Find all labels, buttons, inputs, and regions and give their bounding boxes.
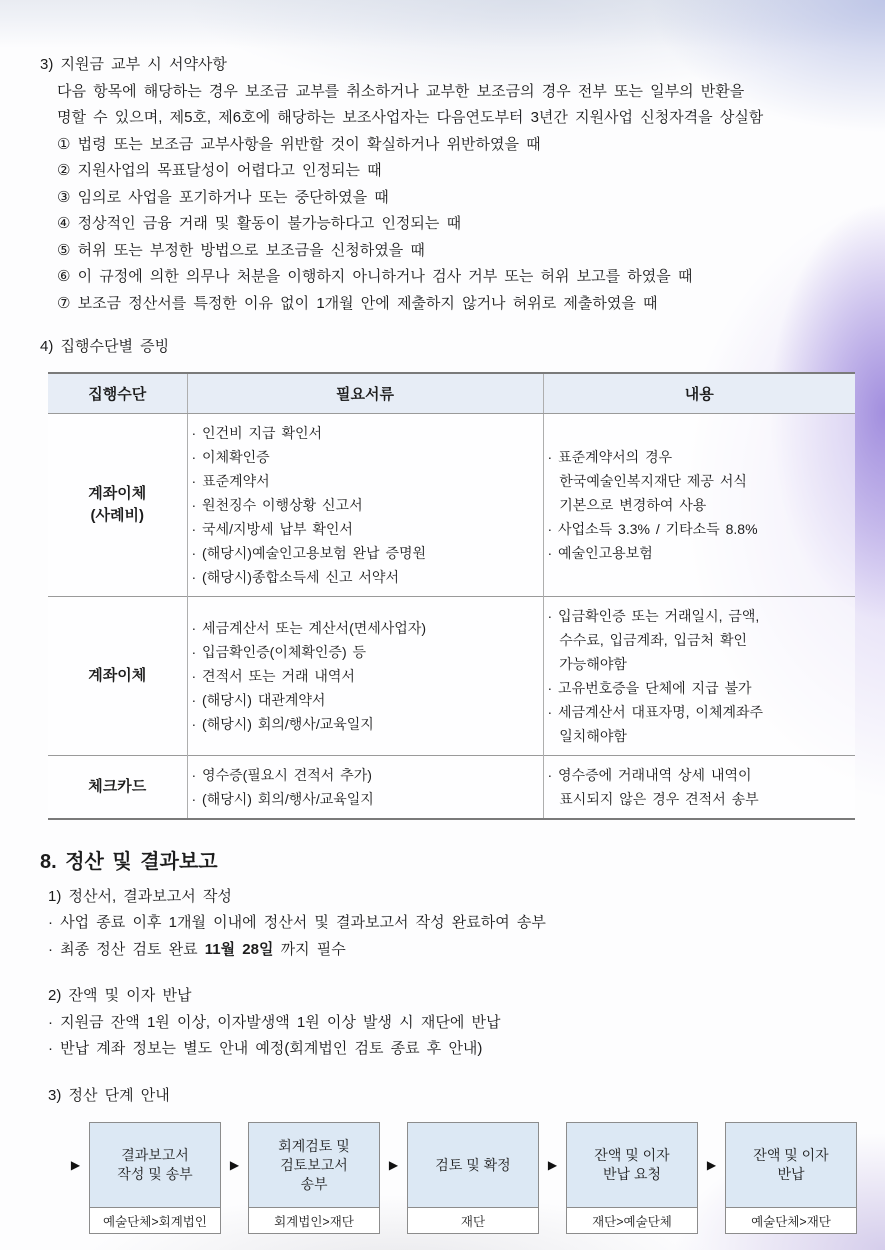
arrow-right-icon: ▶ (229, 1158, 240, 1172)
note-line: 수수료, 입금계좌, 입금처 확인 (547, 631, 748, 648)
note-line: · 고유번호증을 단체에 지급 불가 (547, 679, 752, 696)
table-body (48, 413, 855, 819)
flow-box-actor: 예술단체>회계법인 (90, 1207, 220, 1233)
document-line: · 영수증(필요시 견적서 추가) (191, 766, 372, 783)
settlement-flow-diagram (62, 1122, 855, 1234)
sub2-bullet: · 지원금 잔액 1원 이상, 이자발생액 1원 이상 발생 시 재단에 반납 (48, 1013, 501, 1031)
flow-box-title (249, 1123, 379, 1207)
flow-step (380, 1122, 539, 1234)
bullet2-pre: · 최종 정산 검토 완료 (48, 940, 205, 958)
flow-box-title-line: 잔액 및 이자 (594, 1147, 670, 1163)
page-content (40, 52, 855, 1234)
header-documents: 필요서류 (187, 373, 543, 414)
table-row (48, 755, 855, 819)
arrow-right-icon: ▶ (70, 1158, 81, 1172)
flow-box-title-line: 작성 및 송부 (117, 1166, 193, 1182)
document-line: · (해당시) 대관계약서 (191, 691, 326, 708)
note-line: · 표준계약서의 경우 (547, 448, 673, 465)
table-row (48, 596, 855, 755)
intro-line: 다음 항목에 해당하는 경우 보조금 교부를 취소하거나 교부한 보조금의 경우 전부 또는 일부의 반환을 (57, 82, 745, 100)
sub1-title: 1) 정산서, 결과보고서 작성 (48, 887, 232, 905)
cell-method (48, 596, 187, 755)
flow-box-title-line: 송부 (300, 1175, 328, 1192)
flow-box (248, 1122, 380, 1234)
section8-title: 8. 정산 및 결과보고 (40, 850, 218, 873)
pledge-item: ⑦ 보조금 정산서를 특정한 이유 없이 1개월 안에 제출하지 않거나 허위로 제출하였을 때 (57, 294, 658, 312)
note-line: 일치해야함 (547, 727, 627, 744)
pledge-item: ③ 임의로 사업을 포기하거나 또는 중단하였을 때 (57, 188, 389, 206)
pledge-item: ⑤ 허위 또는 부정한 방법으로 보조금을 신청하였을 때 (57, 241, 425, 259)
cell-documents (187, 413, 543, 596)
arrow-right-icon: ▶ (706, 1158, 717, 1172)
header-method: 집행수단 (48, 373, 187, 414)
note-line: · 예술인고용보험 (547, 544, 653, 561)
note-line: · 영수증에 거래내역 상세 내역이 (547, 766, 752, 783)
note-line: · 사업소득 3.3% / 기타소득 8.8% (547, 520, 758, 537)
flow-box-title-line: 검토 및 확정 (435, 1156, 511, 1173)
flow-box-actor: 예술단체>재단 (726, 1207, 856, 1233)
method-line: 계좌이체 (88, 666, 147, 684)
section3-intro (40, 79, 855, 132)
cell-notes (543, 596, 855, 755)
flow-box (89, 1122, 221, 1234)
document-line: · 인건비 지급 확인서 (191, 424, 323, 441)
flow-box (566, 1122, 698, 1234)
document-line: · 견적서 또는 거래 내역서 (191, 667, 355, 684)
flow-box-title (408, 1123, 538, 1207)
document-line: · 국세/지방세 납부 확인서 (191, 520, 353, 537)
method-line: (사례비) (90, 506, 144, 524)
flow-box-title-line: 검토보고서 (280, 1156, 348, 1173)
note-line: · 세금계산서 대표자명, 이체계좌주 (547, 703, 764, 720)
flow-step (539, 1122, 698, 1234)
cell-notes (543, 755, 855, 819)
pledge-item: ① 법령 또는 보조금 교부사항을 위반할 것이 확실하거나 위반하였을 때 (57, 135, 541, 153)
bullet2-post: 까지 필수 (273, 940, 346, 958)
evidence-table (48, 372, 855, 820)
sub2-title: 2) 잔액 및 이자 반납 (48, 987, 192, 1004)
table-row (48, 413, 855, 596)
settlement-sub3 (40, 1083, 855, 1110)
table-header-row (48, 373, 855, 414)
flow-box-title-line: 반납 요청 (603, 1166, 661, 1182)
document-line: · 세금계산서 또는 계산서(면세사업자) (191, 619, 427, 636)
document-line: · (해당시) 회의/행사/교육일지 (191, 790, 374, 807)
note-line: 한국예술인복지재단 제공 서식 (547, 472, 747, 489)
settlement-sub2 (40, 983, 855, 1063)
sub2-bullet: · 반납 계좌 정보는 별도 안내 예정(회계법인 검토 종료 후 안내) (48, 1040, 483, 1057)
sub2-bullet-list (48, 1010, 855, 1063)
document-line: · 이체확인증 (191, 448, 270, 465)
section3-item-list (40, 132, 855, 318)
sub1-bullet-1: · 사업 종료 이후 1개월 이내에 정산서 및 결과보고서 작성 완료하여 송부 (48, 914, 546, 931)
document-line: · 원천징수 이행상황 신고서 (191, 496, 363, 513)
arrow-right-icon: ▶ (388, 1158, 399, 1172)
method-line: 계좌이체 (88, 484, 147, 502)
document-line: · 표준계약서 (191, 472, 270, 489)
section-evidence (40, 334, 855, 820)
method-line: 체크카드 (88, 777, 147, 795)
section-settlement (40, 847, 855, 1235)
document-line: · (해당시)예술인고용보험 완납 증명원 (191, 544, 427, 561)
flow-box-title (726, 1123, 856, 1207)
header-notes: 내용 (543, 373, 855, 414)
document-line: · (해당시) 회의/행사/교육일지 (191, 715, 374, 732)
flow-box-title-line: 결과보고서 (121, 1147, 189, 1163)
flow-box-title-line: 잔액 및 이자 (753, 1147, 829, 1163)
sub1-bullet-2 (48, 937, 855, 964)
pledge-item: ⑥ 이 규정에 의한 의무나 처분을 이행하지 아니하거나 검사 거부 또는 허위 보고를 하였을 때 (57, 268, 693, 285)
note-line: 표시되지 않은 경우 견적서 송부 (547, 790, 759, 807)
section3-title: 3) 지원금 교부 시 서약사항 (40, 56, 227, 73)
flow-box-title (90, 1123, 220, 1207)
settlement-sub1 (40, 884, 855, 964)
pledge-item: ② 지원사업의 목표달성이 어렵다고 인정되는 때 (57, 162, 382, 179)
flow-step (698, 1122, 857, 1234)
deadline-date: 11월 28일 (204, 940, 274, 958)
note-line: · 입금확인증 또는 거래일시, 금액, (547, 607, 760, 624)
sub3-title: 3) 정산 단계 안내 (48, 1086, 170, 1104)
pledge-item: ④ 정상적인 금융 거래 및 활동이 불가능하다고 인정되는 때 (57, 215, 462, 232)
flow-step (221, 1122, 380, 1234)
cell-documents (187, 596, 543, 755)
cell-method (48, 755, 187, 819)
flow-box-actor: 재단>예술단체 (567, 1207, 697, 1233)
flow-box (725, 1122, 857, 1234)
flow-step (62, 1122, 221, 1234)
flow-box-title-line: 회계검토 및 (278, 1137, 350, 1154)
flow-box-actor: 회계법인>재단 (249, 1207, 379, 1233)
flow-box-actor: 재단 (408, 1207, 538, 1233)
cell-method (48, 413, 187, 596)
cell-documents (187, 755, 543, 819)
flow-box-title-line: 반납 (777, 1166, 805, 1182)
arrow-right-icon: ▶ (547, 1158, 558, 1172)
document-line: · (해당시)종합소득세 신고 서약서 (191, 568, 399, 585)
section-pledge (40, 52, 855, 317)
document-line: · 입금확인증(이체확인증) 등 (191, 643, 367, 660)
intro-line: 명할 수 있으며, 제5호, 제6호에 해당하는 보조사업자는 다음연도부터 3년간 지원사업 신청자격을 상실함 (57, 109, 764, 126)
flow-box-title (567, 1123, 697, 1207)
section4-title: 4) 집행수단별 증빙 (40, 338, 170, 355)
cell-notes (543, 413, 855, 596)
note-line: 가능해야함 (547, 655, 627, 672)
flow-box (407, 1122, 539, 1234)
note-line: 기본으로 변경하여 사용 (547, 496, 707, 513)
